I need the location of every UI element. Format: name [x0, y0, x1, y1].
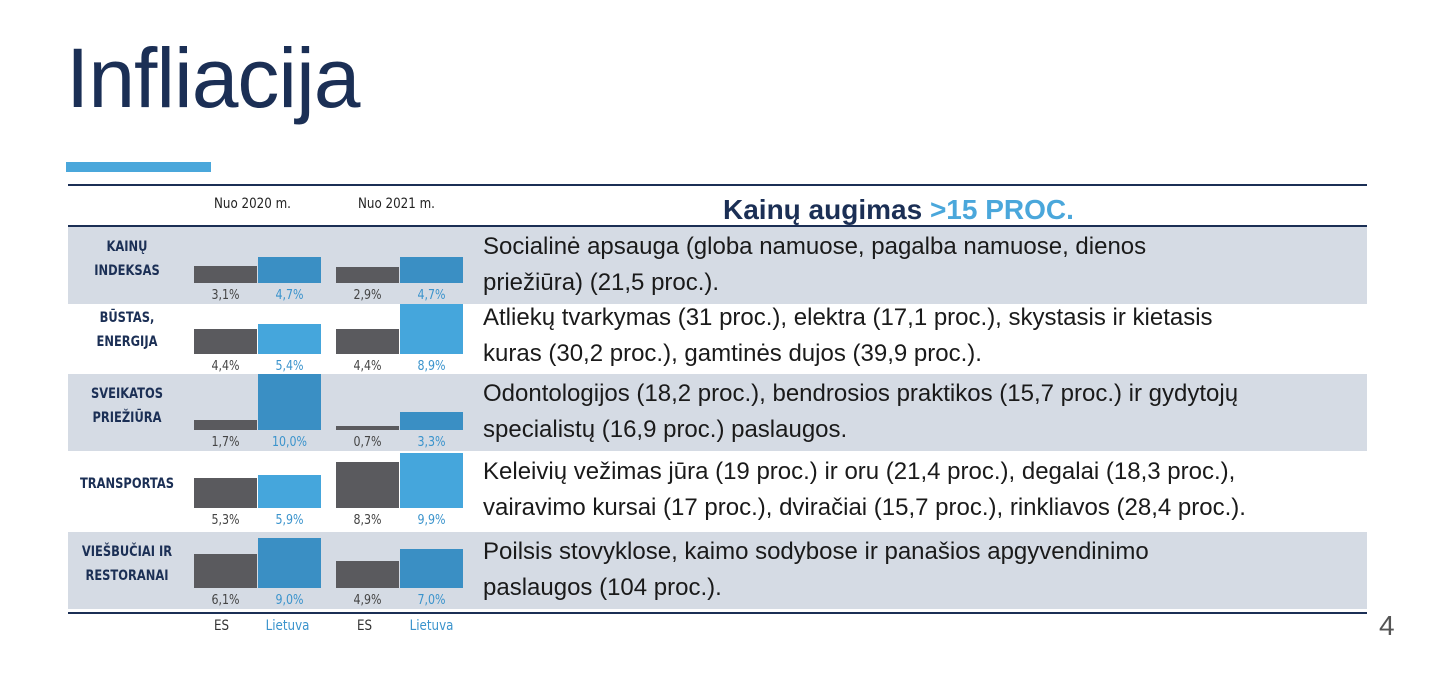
legend-lt-2021: Lietuva	[409, 618, 454, 634]
category-line2: PRIEŽIŪRA	[92, 410, 162, 426]
category-label	[79, 306, 176, 354]
row-description	[483, 454, 1363, 526]
category-label	[79, 382, 176, 430]
category-label	[79, 235, 176, 283]
value-label-lietuva: 9,0%	[275, 593, 304, 608]
value-label-lietuva: 4,7%	[275, 288, 304, 303]
category-label	[79, 540, 176, 588]
bar-lietuva	[400, 453, 463, 508]
description-line2: priežiūra) (21,5 proc.).	[483, 269, 720, 296]
category-line2: ENERGIJA	[96, 334, 158, 350]
description-line1: Atliekų tvarkymas (31 proc.), elektra (17,1 proc.), skystasis ir kietasis	[483, 304, 1213, 331]
bar-es	[194, 554, 257, 588]
value-label-es: 8,3%	[353, 513, 382, 528]
category-line1: VIEŠBUČIAI IR	[81, 544, 173, 560]
row-description	[483, 534, 1363, 606]
description-line2: paslaugos (104 proc.).	[483, 574, 722, 601]
main-header-prefix: Kainų augimas	[723, 194, 930, 225]
value-label-es: 4,4%	[211, 359, 240, 374]
value-label-lietuva: 8,9%	[417, 359, 446, 374]
category-label	[79, 472, 176, 496]
table-bottom-rule	[68, 612, 1367, 614]
bar-es	[336, 426, 399, 430]
value-label-lietuva: 7,0%	[417, 593, 446, 608]
value-label-es: 2,9%	[353, 288, 382, 303]
description-line1: Poilsis stovyklose, kaimo sodybose ir panašios apgyvendinimo	[483, 538, 1149, 565]
bar-lietuva	[400, 412, 463, 430]
bar-es	[194, 266, 257, 283]
value-label-es: 1,7%	[211, 435, 240, 450]
value-label-lietuva: 3,3%	[417, 435, 446, 450]
bar-es	[336, 561, 399, 588]
bar-lietuva	[258, 324, 321, 354]
value-label-es: 5,3%	[211, 513, 240, 528]
value-label-es: 4,9%	[353, 593, 382, 608]
value-label-lietuva: 5,4%	[275, 359, 304, 374]
category-line2: RESTORANAI	[85, 568, 169, 584]
bar-es	[194, 420, 257, 430]
value-label-lietuva: 4,7%	[417, 288, 446, 303]
description-line1: Socialinė apsauga (globa namuose, pagalba namuose, dienos	[483, 233, 1147, 260]
col-header-2020: Nuo 2020 m.	[214, 196, 291, 212]
legend-lt-2020: Lietuva	[265, 618, 310, 634]
inflation-table	[68, 184, 1367, 634]
main-header-highlight: >15 PROC.	[929, 194, 1074, 225]
category-line1: BŪSTAS,	[99, 310, 155, 326]
row-description	[483, 300, 1363, 372]
row-description	[483, 376, 1363, 448]
category-line1: TRANSPORTAS	[79, 476, 175, 492]
bar-lietuva	[400, 549, 463, 588]
bar-es	[194, 478, 257, 508]
category-line1: KAINŲ	[106, 239, 148, 255]
bar-es	[336, 462, 399, 508]
bar-lietuva	[400, 304, 463, 354]
legend-es-2020: ES	[213, 618, 230, 634]
category-line2: INDEKSAS	[94, 263, 160, 279]
value-label-es: 4,4%	[353, 359, 382, 374]
description-line1: Odontologijos (18,2 proc.), bendrosios praktikos (15,7 proc.) ir gydytojų	[483, 380, 1239, 407]
value-label-lietuva: 10,0%	[271, 435, 308, 450]
page-number: 4	[1379, 610, 1395, 641]
bar-es	[336, 329, 399, 354]
main-header	[723, 194, 1074, 226]
description-line2: vairavimo kursai (17 proc.), dviračiai (15,7 proc.), rinkliavos (28,4 proc.).	[483, 494, 1246, 521]
bar-lietuva	[258, 538, 321, 588]
description-line2: kuras (30,2 proc.), gamtinės dujos (39,9 proc.).	[483, 340, 982, 367]
legend-es-2021: ES	[356, 618, 373, 634]
bar-es	[194, 329, 257, 354]
slide-title: Infliacija	[66, 31, 360, 125]
table-top-rule	[68, 184, 1367, 186]
col-header-2021: Nuo 2021 m.	[358, 196, 435, 212]
bar-lietuva	[258, 374, 321, 430]
value-label-es: 0,7%	[353, 435, 382, 450]
category-line1: SVEIKATOS	[90, 386, 164, 402]
title-accent-bar	[66, 162, 211, 172]
bar-lietuva	[258, 475, 321, 508]
row-description	[483, 229, 1363, 301]
bar-lietuva	[400, 257, 463, 283]
bar-es	[336, 267, 399, 283]
value-label-lietuva: 5,9%	[275, 513, 304, 528]
value-label-es: 6,1%	[211, 593, 240, 608]
bar-lietuva	[258, 257, 321, 283]
value-label-es: 3,1%	[211, 288, 240, 303]
description-line2: specialistų (16,9 proc.) paslaugos.	[483, 416, 848, 443]
description-line1: Keleivių vežimas jūra (19 proc.) ir oru (21,4 proc.), degalai (18,3 proc.),	[483, 458, 1236, 485]
value-label-lietuva: 9,9%	[417, 513, 446, 528]
